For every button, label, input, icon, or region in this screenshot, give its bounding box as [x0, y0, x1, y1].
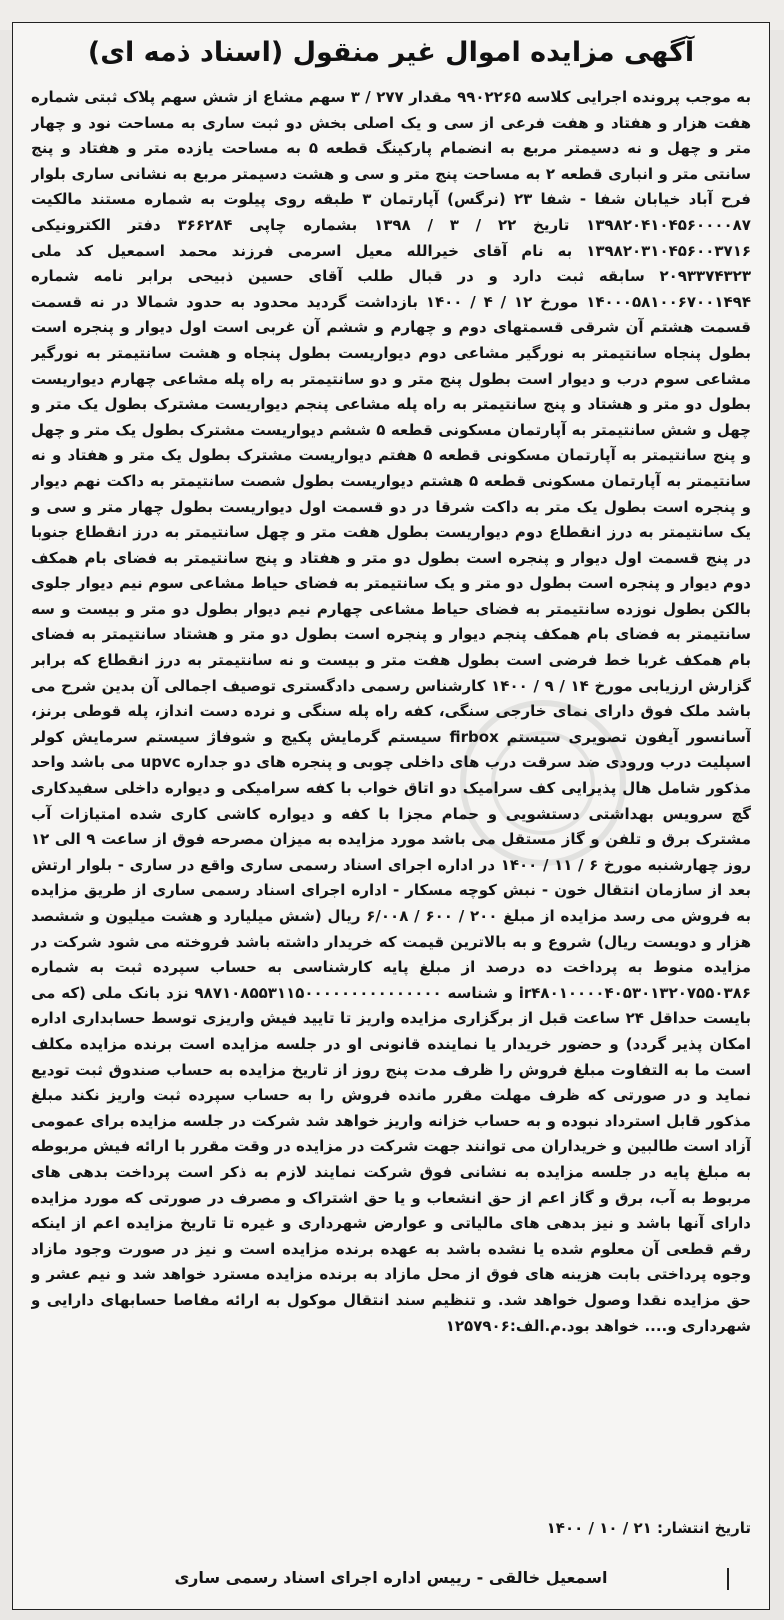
publication-date: تاریخ انتشار: ۲۱ / ۱۰ / ۱۴۰۰	[546, 1519, 751, 1537]
auction-notice	[12, 22, 770, 1610]
signature-line: اسمعیل خالقی - رییس اداره اجرای اسناد رسمی ساری	[174, 1568, 608, 1587]
fold-mark	[727, 1568, 729, 1590]
notice-title: آگهی مزایده اموال غیر منقول (اسناد ذمه ای)	[87, 37, 695, 68]
notice-body: به موجب پرونده اجرایی کلاسه ۹۹۰۲۲۶۵ مقدار ۲۷۷ / ۳ سهم مشاع از شش سهم پلاک ثبتی شماره هفت هزار و هفتاد و هفت فرعی از سی و یک اصلی بخش دو ثبت ساری به مساحت نود و چهار متر و چهل و نه دسیمتر مربع به انضمام پارکینگ قطعه ۵ به مساحت یازده متر و هفتاد و پنج سانتی متر و انباری قطعه ۲ به مساحت پنج متر و سی و هشت دسیمتر مربع به نشانی ساری بلوار فرح آباد خیابان شفا - شفا ۲۳ (نرگس) آپارتمان ۳ طبقه روی پیلوت به شماره مستند مالکیت ۱۳۹۸۲۰۴۱۰۴۵۶۰۰۰۰۸۷ تاریخ ۲۲ / ۳ / ۱۳۹۸ بشماره چاپی ۳۶۶۲۸۴ دفتر الکترونیکی ۱۳۹۸۲۰۳۱۰۴۵۶۰۰۳۷۱۶ به نام آقای خیرالله معیل اسرمی فرزند محمد اسمعیل کد ملی ۲۰۹۳۳۷۴۳۲۳ سابقه ثبت دارد و در قبال طلب آقای حسین ذبیحی برابر نامه شماره ۱۴۰۰۰۵۸۱۰۰۶۷۰۰۱۴۹۴ مورخ ۱۲ / ۴ / ۱۴۰۰ بازداشت گردید محدود به حدود شمالا در نه قسمت قسمت هشتم آن شرقی قسمتهای دوم و چهارم و ششم آن غربی است اول دیوار و پنجره است بطول پنجاه سانتیمتر به نورگیر مشاعی دوم دیواریست بطول پنجاه و هشت سانتیمتر به نورگیر مشاعی سوم درب و دیوار است بطول پنج متر و دو سانتیمتر به راه پله مشاعی چهارم دیواریست بطول دو متر و هشتاد و پنج سانتیمتر به راه پله مشاعی پنجم دیواریست مشترک بطول یک متر و چهل و شش سانتیمتر به آپارتمان مسکونی قطعه ۵ ششم دیواریست مشترک بطول یک متر و چهل و پنج سانتیمتر به آپارتمان مسکونی قطعه ۵ هفتم دیواریست مشترک بطول یک متر و هفتاد و نه سانتیمتر به آپارتمان مسکونی قطعه ۵ هشتم دیواریست بطول شصت سانتیمتر به داکت نهم دیوار و پنجره است بطول یک متر به داکت شرقا در دو قسمت اول دیواریست بطول چهار متر و سی و یک سانتیمتر به درز انقطاع دوم دیواریست بطول هفت متر و چهل سانتیمتر به درز انقطاع جنوبا در پنج قسمت اول دیوار و پنجره است بطول دو متر و هفتاد و پنج سانتیمتر به فضای بام همکف دوم دیوار و پنجره است بطول دو متر و یک سانتیمتر به فضای حیاط مشاعی سوم نیم دیوار جلوی بالکن بطول نوزده سانتیمتر به فضای حیاط مشاعی چهارم نیم دیوار بطول دو متر و بیست و سه سانتیمتر به فضای بام همکف پنجم دیوار و پنجره است بطول دو متر و هشتاد سانتیمتر به فضای بام همکف غربا خط فرضی است بطول هفت متر و بیست و نه سانتیمتر به درز انقطاع که برابر گزارش ارزیابی مورخ ۱۴ / ۹ / ۱۴۰۰ کارشناس رسمی دادگستری توصیف اجمالی آن بدین شرح می باشد ملک فوق دارای نمای خارجی سنگی، کفه راه پله سنگی و نرده دست انداز، پله قوطی برنز، آسانسور آیفون تصویری سیستم firbox سیستم گرمایش پکیج و شوفاژ سیستم سرمایش کولر اسپلیت درب ورودی ضد سرقت درب های داخلی چوبی و پنجره های دو جداره upvc می باشد واحد مذکور شامل هال پذیرایی کف سرامیک دو اتاق خواب با کفه سرامیکی و دیواره داخلی سفیدکاری گچ سرویس بهداشتی دستشویی و حمام مجزا با کفه و دیواره کاشی کاری شده امتیازات آب مشترک برق و تلفن و گاز مستقل می باشد مورد مزایده به میزان مصرحه فوق از ساعت ۹ الی ۱۲ روز چهارشنبه مورخ ۶ / ۱۱ / ۱۴۰۰ در اداره اجرای اسناد رسمی ساری واقع در ساری - بلوار ارتش بعد از سازمان انتقال خون - نبش کوچه مسکار - اداره اجرای اسناد رسمی ساری از طریق مزایده به فروش می رسد مزایده از مبلغ ۲۰۰ / ۶۰۰ / ۶/۰۰۸ ریال (شش میلیارد و هشت میلیون و ششصد هزار و دویست ریال) شروع و به بالاترین قیمت که خریدار داشته باشد فروخته می شود شرکت در مزایده منوط به پرداخت ده درصد از مبلغ پایه کارشناسی به حساب سپرده ثبت به شماره ir۴۸۰۱۰۰۰۰۴۰۵۳۰۱۳۲۰۷۵۵۰۳۸۶ و شناسه ۹۸۷۱۰۸۵۵۳۱۱۵۰۰۰۰۰۰۰۰۰۰۰۰۰۰۰ نزد بانک ملی (که می بایست حداقل ۲۴ ساعت قبل از برگزاری مزایده واریز تا تایید فیش واریزی توسط حسابداری اداره امکان پذیر گردد) و حضور خریدار یا نماینده قانونی او در جلسه مزایده است برنده مزایده مکلف است ما به التفاوت مبلغ فروش را ظرف مدت پنج روز از تاریخ مزایده به حساب صندوق ثبت تودیع نماید و در صورتی که ظرف مهلت مقرر مانده فروش را به حساب سپرده ثبت واریز نکند مبلغ مذکور قابل استرداد نبوده و به حساب خزانه واریز خواهد شد شرکت در جلسه مزایده برای عمومی آزاد است طالبین و خریداران می توانند جهت شرکت در مزایده در وقت مقرر با ارائه فیش مربوطه به مبلغ پایه در جلسه مزایده به نشانی فوق شرکت نمایند لازم به ذکر است پرداخت بدهی های مربوط به آب، برق و گاز اعم از حق انشعاب و یا حق اشتراک و مصرف در صورتی که مورد مزایده دارای آنها باشد و نیز بدهی های مالیاتی و عوارض شهرداری و غیره تا تاریخ مزایده اعم از اینکه رقم قطعی آن معلوم شده یا نشده باشد به عهده برنده مزایده است و نیز در صورت وجود مازاد وجوه پرداختی بابت هزینه های فوق از محل مازاد به برنده مزایده مسترد خواهد شد و نیم عشر و حق مزایده نقدا وصول خواهد شد. و تنظیم سند انتقال موکول به ارائه مفاصا حسابهای دارایی و شهرداری و.... خواهد بود.م.الف:۱۲۵۷۹۰۶	[31, 88, 751, 1335]
